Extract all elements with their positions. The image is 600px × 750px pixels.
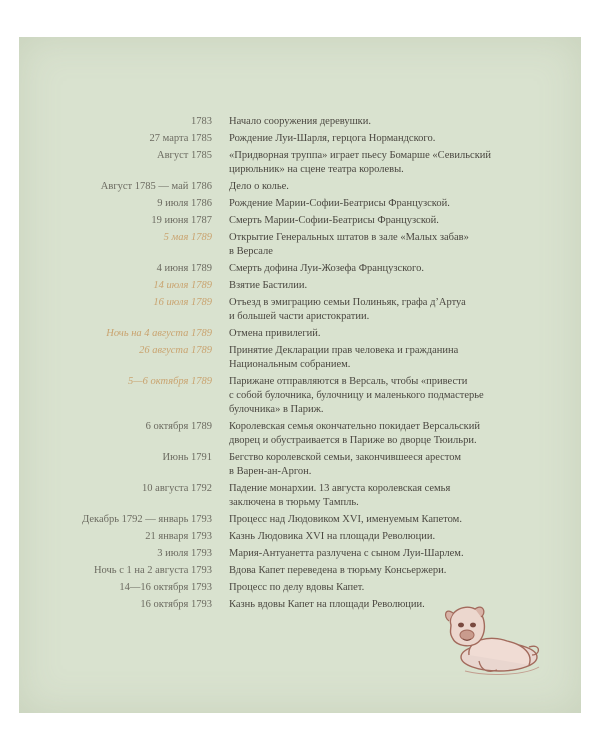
timeline-event-line: Дело о колье.: [229, 181, 289, 192]
timeline-date: 10 августа 1792: [142, 483, 212, 494]
timeline-event: [229, 262, 489, 276]
timeline-row: [19, 231, 581, 259]
timeline-row: [19, 581, 581, 595]
pug-figurine-illustration: [429, 595, 549, 685]
timeline-event: [229, 375, 489, 417]
timeline-event-line: Принятие Декларации прав человека и гражданина: [229, 345, 459, 356]
timeline-event-line: Отмена привилегий.: [229, 328, 321, 339]
timeline-event-line: Королевская семья окончательно покидает Версальский: [229, 421, 481, 432]
timeline-date: Август 1785 — май 1786: [100, 181, 212, 192]
timeline-event-line: Рождение Марии-Софии-Беатрисы Французской.: [229, 198, 450, 209]
timeline-row: [19, 547, 581, 561]
timeline-date: Ночь с 1 на 2 августа 1793: [93, 565, 212, 576]
timeline-event-line: Падение монархии. 13 августа королевская семья: [229, 483, 451, 494]
timeline-event-line: Вдова Капет переведена в тюрьму Консьержери.: [229, 565, 447, 576]
timeline-event: [229, 214, 489, 228]
timeline-event: [229, 420, 489, 448]
timeline-row: [19, 420, 581, 448]
timeline-event-line: Казнь Людовика XVI на площади Революции.: [229, 531, 436, 542]
timeline-row: [19, 530, 581, 544]
timeline-event-line: Отъезд в эмиграцию семьи Полиньяк, графа д’Артуа: [229, 297, 466, 308]
timeline-date: Август 1785: [157, 150, 212, 161]
timeline-event: [229, 197, 489, 211]
timeline-row: [19, 513, 581, 527]
timeline-event: [229, 115, 489, 129]
timeline-date: 21 января 1793: [145, 531, 212, 542]
timeline-event: [229, 279, 489, 293]
timeline-date: Июнь 1791: [162, 452, 212, 463]
timeline-event-line: дворец и обустраивается в Париже во дворце Тюильри.: [229, 435, 477, 446]
timeline-event-line: Бегство королевской семьи, закончившееся арестом: [229, 452, 461, 463]
timeline-event: [229, 327, 489, 341]
timeline-date: 4 июня 1789: [156, 263, 212, 274]
timeline-date: Ночь на 4 августа 1789: [106, 328, 212, 339]
timeline-event-line: с собой булочника, булочницу и маленького подмастерье: [229, 390, 484, 401]
timeline-event: [229, 564, 489, 578]
timeline-event: [229, 482, 489, 510]
timeline-row: [19, 197, 581, 211]
timeline-event: [229, 581, 489, 595]
timeline-date: 5 мая 1789: [163, 232, 212, 243]
timeline-event-line: Взятие Бастилии.: [229, 280, 308, 291]
timeline-event-line: Смерть Марии-Софии-Беатрисы Французской.: [229, 215, 439, 226]
timeline-row: [19, 482, 581, 510]
timeline-row: [19, 149, 581, 177]
timeline-date: 14—16 октября 1793: [119, 582, 212, 593]
timeline-row: [19, 296, 581, 324]
timeline-event: [229, 344, 489, 372]
timeline-event-line: Начало сооружения деревушки.: [229, 116, 372, 127]
timeline-date: 16 июля 1789: [153, 297, 212, 308]
timeline-event: [229, 451, 489, 479]
timeline-date: 5—6 октября 1789: [128, 376, 212, 387]
timeline-date: 3 июля 1793: [157, 548, 212, 559]
timeline-date: 14 июля 1789: [153, 280, 212, 291]
timeline-date: Декабрь 1792 — январь 1793: [82, 514, 212, 525]
timeline: [19, 115, 581, 615]
timeline-event-line: Смерть дофина Луи-Жозефа Французского.: [229, 263, 424, 274]
timeline-row: [19, 327, 581, 341]
timeline-row: [19, 375, 581, 417]
timeline-event-line: Открытие Генеральных штатов в зале «Малых забав»: [229, 232, 469, 243]
timeline-event-line: в Версале: [229, 246, 273, 257]
timeline-event: [229, 132, 489, 146]
timeline-event-line: Процесс над Людовиком XVI, именуемым Капетом.: [229, 514, 462, 525]
timeline-date: 1783: [191, 116, 212, 127]
timeline-date: 19 июня 1787: [151, 215, 212, 226]
timeline-event-line: Национальным собранием.: [229, 359, 351, 370]
book-page: [19, 37, 581, 713]
timeline-event-line: и большей части аристократии.: [229, 311, 370, 322]
timeline-event-line: Казнь вдовы Капет на площади Революции.: [229, 599, 425, 610]
timeline-event: [229, 513, 489, 527]
timeline-row: [19, 132, 581, 146]
timeline-event-line: заключена в тюрьму Тампль.: [229, 497, 359, 508]
timeline-row: [19, 279, 581, 293]
timeline-event: [229, 296, 489, 324]
timeline-date: 16 октября 1793: [140, 599, 212, 610]
timeline-date: 26 августа 1789: [139, 345, 212, 356]
timeline-row: [19, 115, 581, 129]
timeline-event-line: Мария-Антуанетта разлучена с сыном Луи-Шарлем.: [229, 548, 464, 559]
timeline-date: 6 октября 1789: [145, 421, 212, 432]
timeline-event: [229, 547, 489, 561]
timeline-event-line: цирюльник» на сцене театра королевы.: [229, 164, 404, 175]
timeline-date: 27 марта 1785: [149, 133, 212, 144]
timeline-event-line: Процесс по делу вдовы Капет.: [229, 582, 365, 593]
timeline-row: [19, 262, 581, 276]
timeline-date: 9 июля 1786: [157, 198, 212, 209]
timeline-event-line: «Придворная труппа» играет пьесу Бомарше «Севильский: [229, 150, 492, 161]
timeline-event-line: в Варен-ан-Аргон.: [229, 466, 312, 477]
timeline-event-line: Парижане отправляются в Версаль, чтобы «привести: [229, 376, 468, 387]
timeline-event: [229, 530, 489, 544]
timeline-event: [229, 149, 492, 177]
timeline-row: [19, 564, 581, 578]
timeline-row: [19, 180, 581, 194]
timeline-row: [19, 344, 581, 372]
timeline-event: [229, 180, 489, 194]
timeline-row: [19, 451, 581, 479]
timeline-row: [19, 214, 581, 228]
timeline-event: [229, 231, 489, 259]
timeline-event-line: булочника» в Париж.: [229, 404, 324, 415]
timeline-event-line: Рождение Луи-Шарля, герцога Нормандского.: [229, 133, 436, 144]
